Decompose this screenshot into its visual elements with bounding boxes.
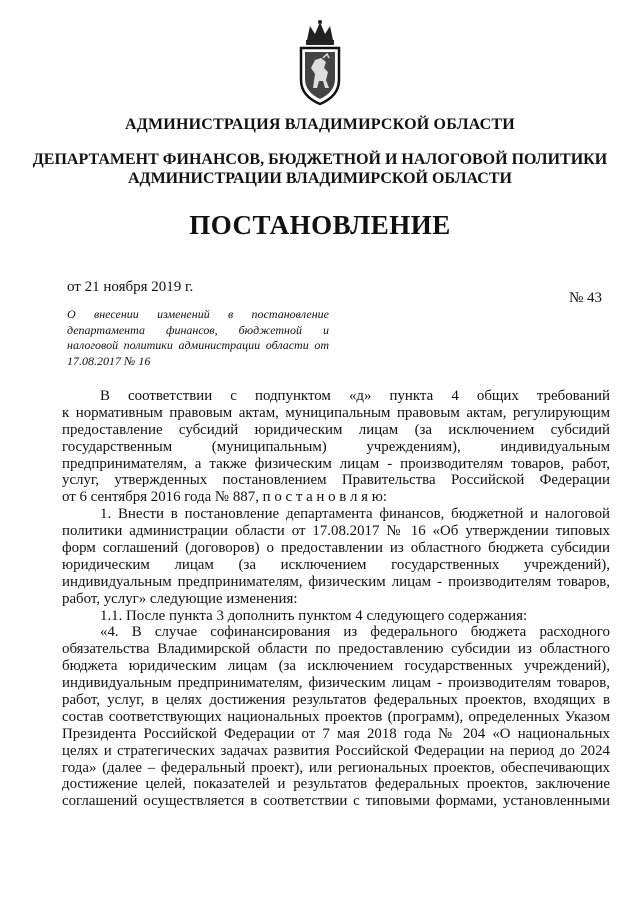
body-line: политики администрации области от 17.08.2017 № 16 «Об утверждении типовых xyxy=(62,523,610,540)
body-line: к нормативным правовым актам, муниципальным правовым актам, регулирующим xyxy=(62,404,610,421)
body-line: индивидуальным предпринимателям, физическим лицам - производителям товаров, xyxy=(62,675,610,692)
document-body xyxy=(62,388,610,810)
body-line: государственным (муниципальным) учреждениям), индивидуальным xyxy=(62,438,610,455)
body-line: достижение целей, показателей и результатов федеральных проектов, заключение xyxy=(62,776,610,793)
body-line: услуг, утвержденных постановлением Правительства Российской Федерации xyxy=(62,472,610,489)
body-line: «4. В случае софинансирования из федерального бюджета расходного xyxy=(100,624,610,641)
document-type-title: ПОСТАНОВЛЕНИЕ xyxy=(189,210,451,240)
body-line: обязательства Владимирской области по предоставлению субсидии из областного xyxy=(62,641,610,658)
department-title xyxy=(0,150,640,188)
body-line: от 6 сентября 2016 года № 887, п о с т а н о в л я ю: xyxy=(62,489,387,506)
body-line: предоставление субсидий юридическим лицам (за исключением субсидий xyxy=(62,421,610,438)
body-line: форм соглашений (договоров) о предоставлении из областного бюджета субсидии xyxy=(62,540,610,557)
administration-title: АДМИНИСТРАЦИЯ ВЛАДИМИРСКОЙ ОБЛАСТИ xyxy=(125,116,515,133)
body-line: бюджета юридическим лицам (за исключением государственных учреждений), xyxy=(62,658,610,675)
document-number: № 43 xyxy=(569,290,603,306)
department-title-line-2: АДМИНИСТРАЦИИ ВЛАДИМИРСКОЙ ОБЛАСТИ xyxy=(128,170,512,187)
body-line: 1.1. После пункта 3 дополнить пунктом 4 следующего содержания: xyxy=(100,607,528,624)
body-line: 1. Внести в постановление департамента финансов, бюджетной и налоговой xyxy=(100,506,610,523)
body-line: состав соответствующих национальных проектов (программ), определенных Указом xyxy=(62,708,610,725)
body-line: целях и стратегических задачах развития Российской Федерации на период до 2024 xyxy=(62,742,610,759)
body-line: Президента Российской Федерации от 7 мая 2018 года № 204 «О национальных xyxy=(62,725,610,742)
department-title-line-1: ДЕПАРТАМЕНТ ФИНАНСОВ, БЮДЖЕТНОЙ И НАЛОГОВОЙ ПОЛИТИКИ xyxy=(32,151,608,168)
document-date: от 21 ноября 2019 г. xyxy=(67,279,194,295)
coat-of-arms-icon xyxy=(293,18,347,106)
body-line: соглашений осуществляется в соответствии с типовыми формами, установленными xyxy=(62,793,610,810)
body-line: предпринимателям, а также физическим лицам - производителям товаров, работ, xyxy=(62,455,610,472)
body-line: В соответствии с подпунктом «д» пункта 4 общих требований xyxy=(100,388,610,404)
body-line: юридическим лицам (за исключением государственных учреждений), xyxy=(62,556,610,573)
document-subject: О внесении изменений в постановление департамента финансов, бюджетной и налоговой политики администрации области от 17.08.2017 № 16 xyxy=(67,307,329,368)
body-line: работ, услуг, в целях достижения результатов федеральных проектов, входящих в xyxy=(62,692,610,709)
body-line: года» (далее – федеральный проект), или региональных проектов, обеспечивающих xyxy=(62,759,610,776)
body-line: индивидуальным предпринимателям, физическим лицам - производителям товаров, xyxy=(62,573,610,590)
body-line: работ, услуг» следующие изменения: xyxy=(62,590,298,607)
